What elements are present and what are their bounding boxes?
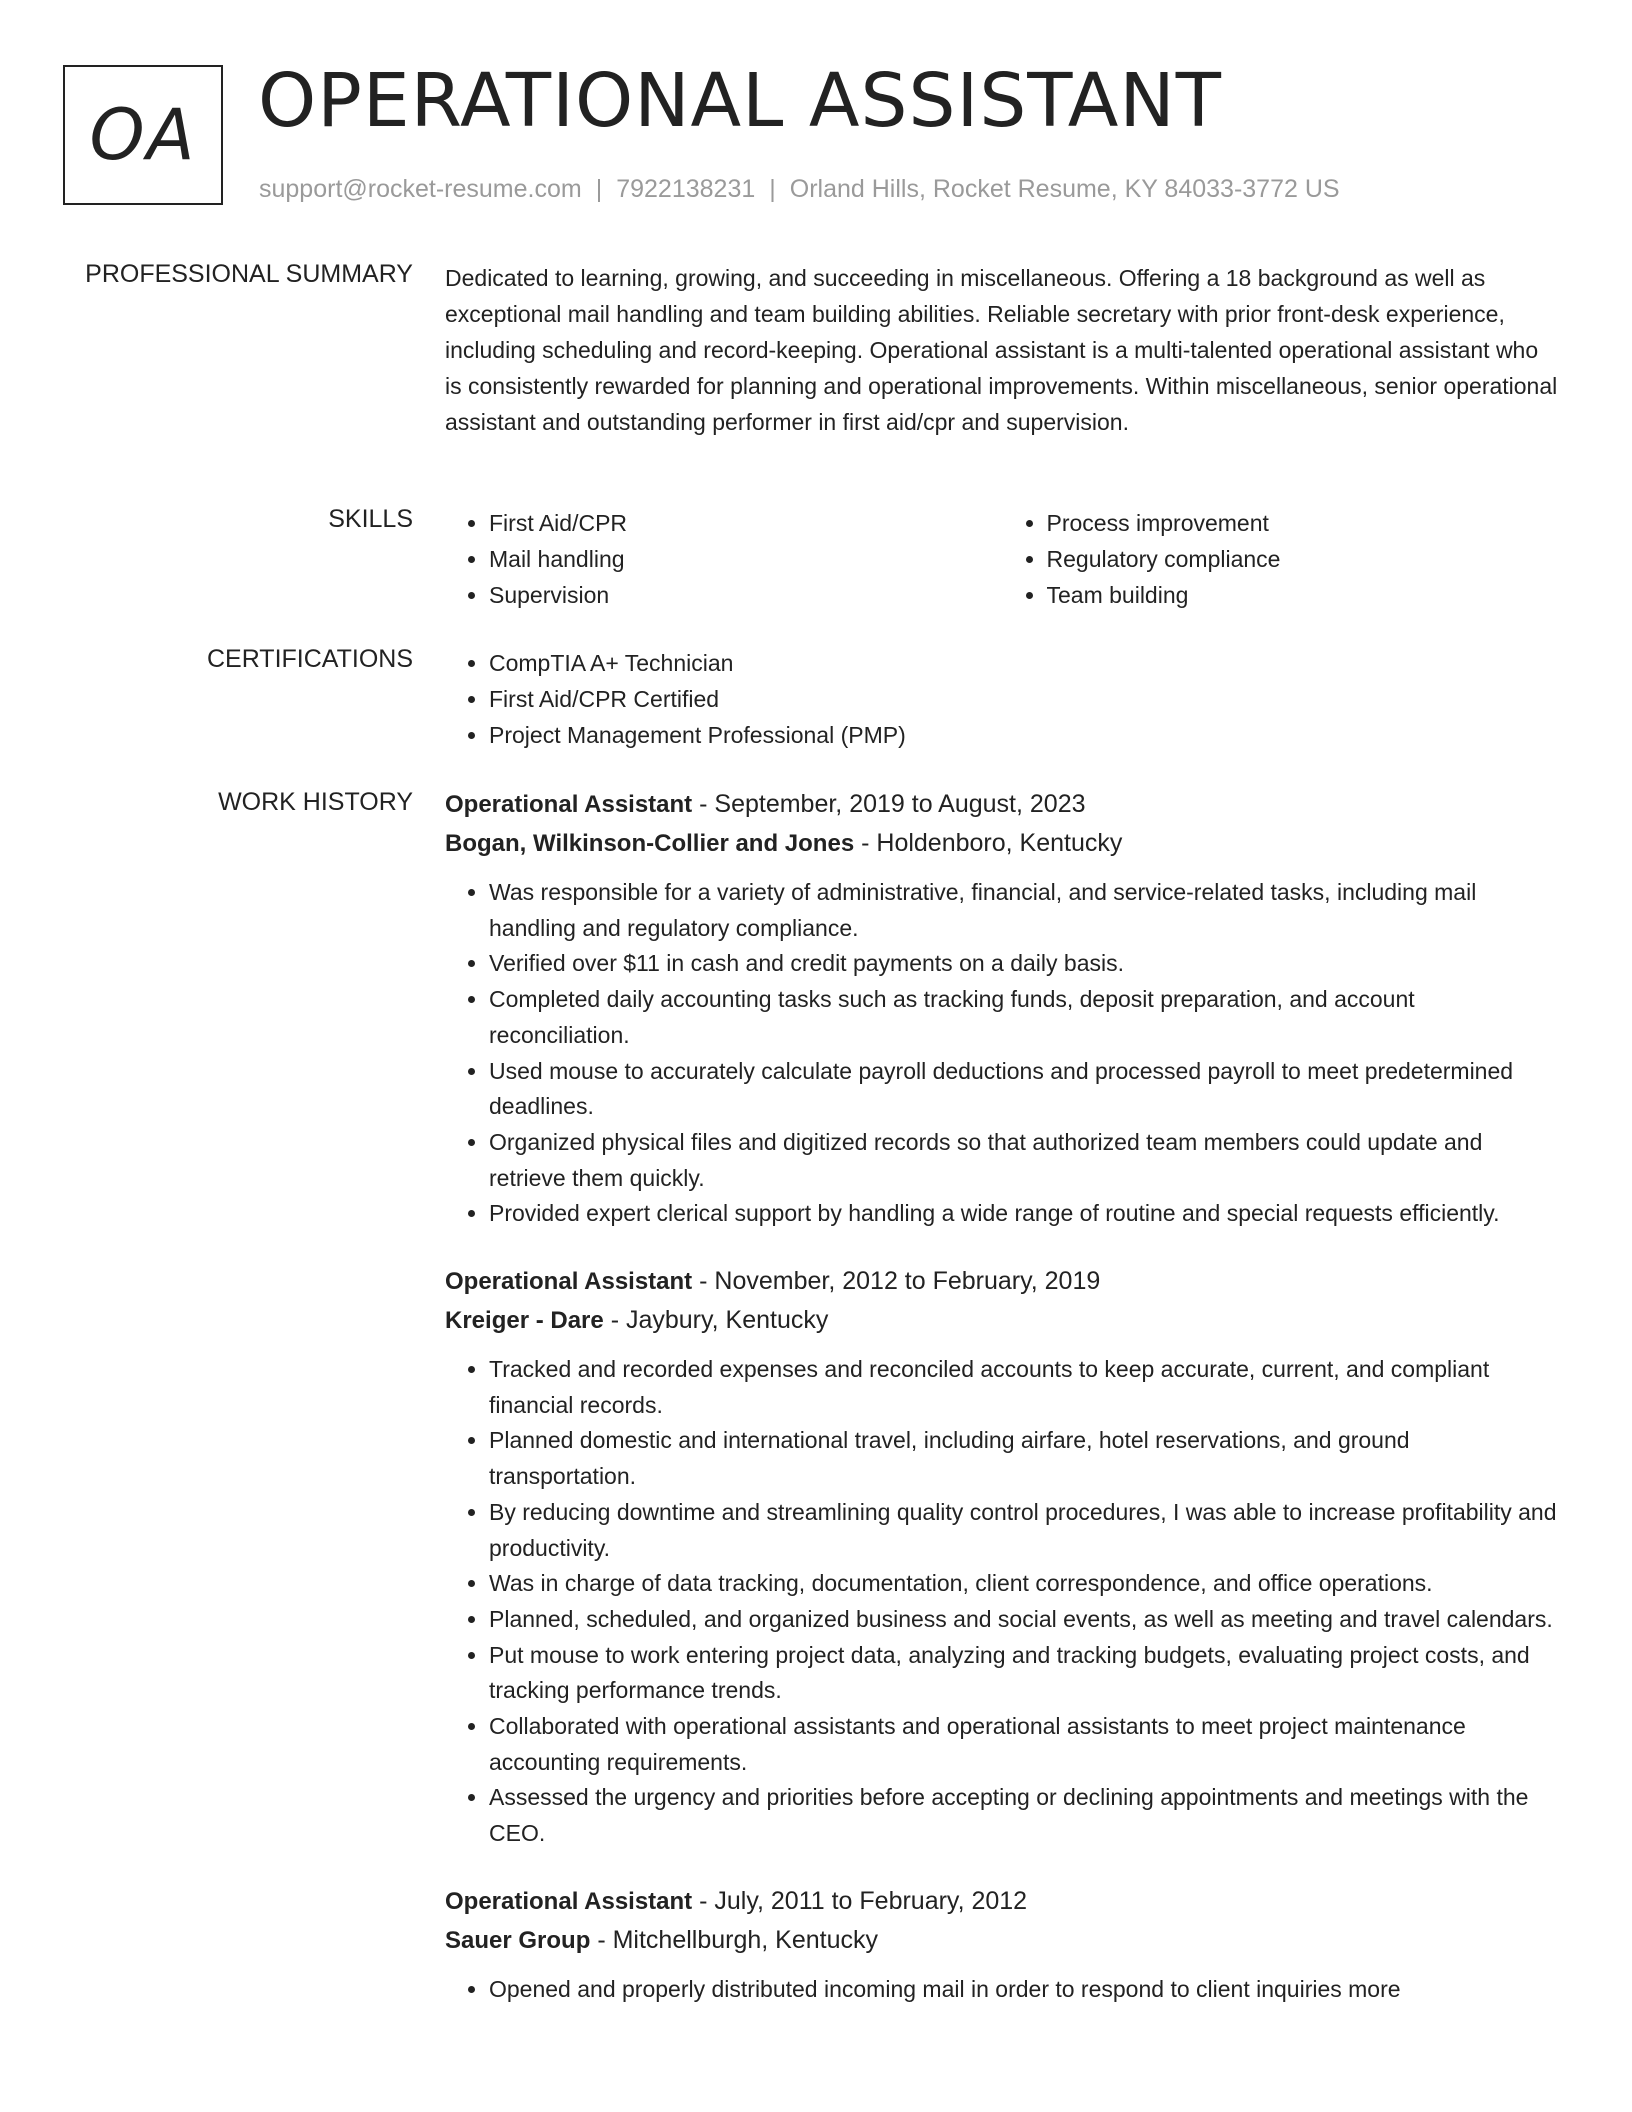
skill-item: • Mail handling	[489, 541, 1003, 577]
skill-item: • Process improvement	[1047, 505, 1561, 541]
certifications-heading: CERTIFICATIONS	[206, 645, 413, 673]
job-title: Operational Assistant	[445, 1887, 693, 1915]
job-entry	[445, 785, 1560, 1232]
skill-item: • Team building	[1047, 577, 1561, 613]
skill-item: • Regulatory compliance	[1047, 541, 1561, 577]
job-duty: • Opened and properly distributed incoming mail in order to respond to client inquiries more	[489, 1972, 1560, 2008]
job-duties	[445, 875, 1560, 1232]
certification-item: • Project Management Professional (PMP)	[489, 717, 1560, 753]
resume-title: OPERATIONAL ASSISTANT	[258, 58, 1222, 144]
job-company-line	[445, 1301, 1560, 1340]
job-company: Bogan, Wilkinson-Collier and Jones	[445, 830, 855, 857]
skills-heading: SKILLS	[328, 505, 413, 533]
skills-list	[445, 505, 1560, 613]
job-duty: • Verified over $11 in cash and credit payments on a daily basis.	[489, 946, 1560, 982]
job-duty: • Organized physical files and digitized records so that authorized team members could update and retrieve them quickly.	[489, 1125, 1560, 1196]
skills-column-right	[1003, 505, 1561, 613]
job-duty: • Assessed the urgency and priorities before accepting or declining appointments and meetings with the CEO.	[489, 1780, 1560, 1851]
certification-item: • CompTIA A+ Technician	[489, 645, 1560, 681]
contact-address: Orland Hills, Rocket Resume, KY 84033-3772 US	[789, 175, 1340, 203]
job-duties	[445, 1972, 1560, 2008]
job-title-line	[445, 785, 1560, 824]
job-title: Operational Assistant	[445, 791, 693, 818]
summary-body	[445, 260, 1560, 440]
job-location: - Jaybury, Kentucky	[610, 1306, 829, 1335]
contact-separator: |	[595, 175, 603, 203]
job-title-line	[445, 1882, 1560, 1921]
job-entry	[445, 1882, 1560, 2008]
job-duty: • Put mouse to work entering project data, analyzing and tracking budgets, evaluating project costs, and tracking performance trends.	[489, 1638, 1560, 1709]
job-company: Kreiger - Dare	[445, 1307, 604, 1335]
job-duty: • Was responsible for a variety of administrative, financial, and service-related tasks, including mail handling and regulatory compliance.	[489, 875, 1560, 946]
job-title: Operational Assistant	[445, 1268, 693, 1296]
job-duty: • Planned domestic and international travel, including airfare, hotel reservations, and ground transportation.	[489, 1423, 1560, 1494]
job-duties	[445, 1352, 1560, 1852]
job-duty: • Used mouse to accurately calculate payroll deductions and processed payroll to meet predetermined deadlines.	[489, 1054, 1560, 1125]
skill-item: • First Aid/CPR	[489, 505, 1003, 541]
summary-heading: PROFESSIONAL SUMMARY	[85, 260, 413, 288]
job-entry	[445, 1262, 1560, 1852]
job-dates: - July, 2011 to February, 2012	[699, 1886, 1028, 1915]
job-duty: • Collaborated with operational assistants and operational assistants to meet project maintenance accounting requirements.	[489, 1709, 1560, 1780]
job-company-line	[445, 824, 1560, 863]
job-dates: - September, 2019 to August, 2023	[699, 790, 1086, 818]
certifications-list	[445, 645, 1560, 753]
job-title-line	[445, 1262, 1560, 1301]
certification-item: • First Aid/CPR Certified	[489, 681, 1560, 717]
job-company-line	[445, 1921, 1560, 1960]
contact-phone: 7922138231	[616, 175, 756, 203]
job-dates: - November, 2012 to February, 2019	[699, 1267, 1101, 1296]
job-location: - Mitchellburgh, Kentucky	[597, 1925, 878, 1954]
skill-item: • Supervision	[489, 577, 1003, 613]
job-duty: • By reducing downtime and streamlining quality control procedures, I was able to increase profitability and productivity.	[489, 1495, 1560, 1566]
job-duty: • Tracked and recorded expenses and reconciled accounts to keep accurate, current, and compliant financial records.	[489, 1352, 1560, 1423]
contact-separator: |	[769, 175, 776, 203]
skills-column-left	[445, 505, 1003, 613]
work-history-heading: WORK HISTORY	[218, 788, 413, 816]
summary-text: Dedicated to learning, growing, and succeeding in miscellaneous. Offering a 18 background as well as exceptional mail handling and team building abilities. Reliable secretary with prior front-desk experience, including scheduling and record-keeping. Operational assistant is a multi-talented operational assistant who is consistently rewarded for planning and operational improvements. Within miscellaneous, senior operational assistant and outstanding performer in first aid/cpr and supervision.	[445, 265, 1558, 435]
job-location: - Holdenboro, Kentucky	[861, 829, 1123, 857]
job-duty: • Planned, scheduled, and organized business and social events, as well as meeting and travel calendars.	[489, 1602, 1560, 1638]
work-history-body	[445, 785, 1560, 2038]
contact-email: support@rocket-resume.com	[259, 175, 582, 203]
job-company: Sauer Group	[445, 1926, 591, 1954]
job-duty: • Provided expert clerical support by handling a wide range of routine and special requests efficiently.	[489, 1196, 1560, 1232]
job-duty: • Completed daily accounting tasks such as tracking funds, deposit preparation, and account reconciliation.	[489, 982, 1560, 1053]
job-duty: • Was in charge of data tracking, documentation, client correspondence, and office operations.	[489, 1566, 1560, 1602]
contact-line	[259, 174, 1340, 204]
monogram-logo: OA	[63, 65, 223, 205]
